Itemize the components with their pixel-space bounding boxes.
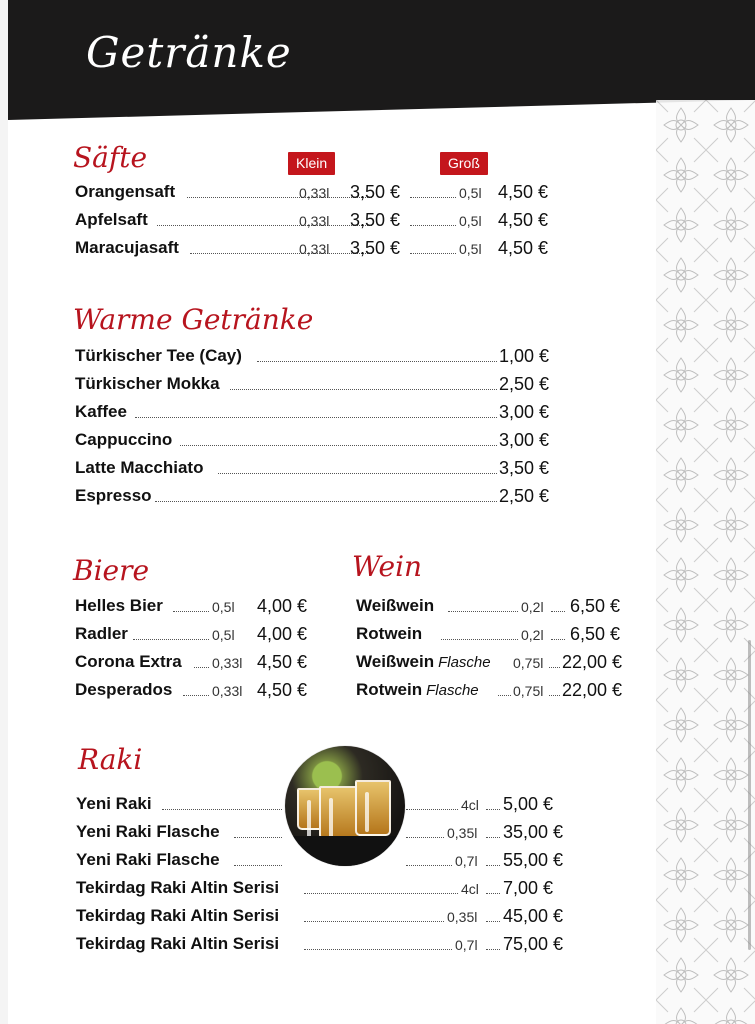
size-large-badge: Groß [440, 152, 488, 175]
warm-drink-name: Türkischer Tee (Cay) [75, 346, 242, 365]
raki-price: 55,00 € [503, 850, 564, 870]
wine-price: 6,50 € [570, 624, 621, 644]
warm-drinks-title: Warme Getränke [73, 303, 314, 336]
raki-item [76, 932, 576, 956]
beer-item [75, 650, 325, 674]
beer-volume: 0,5l [212, 599, 235, 615]
leader-dots [486, 837, 500, 838]
wine-volume: 0,2l [521, 627, 544, 643]
leader-dots [234, 837, 282, 838]
beer-name: Radler [75, 624, 128, 643]
raki-item [76, 792, 576, 816]
raki-volume: 4cl [461, 797, 479, 813]
warm-drink-item [75, 456, 565, 480]
leader-dots [441, 639, 518, 640]
floral-pattern-decoration [656, 100, 755, 1024]
warm-drink-price: 3,50 € [499, 458, 550, 478]
leader-dots [498, 695, 511, 696]
beer-name: Corona Extra [75, 652, 182, 671]
beer-volume: 0,5l [212, 627, 235, 643]
leader-dots [304, 893, 458, 894]
beer-price: 4,00 € [257, 624, 308, 644]
juice-large-volume: 0,5l [459, 185, 482, 201]
leader-dots [162, 809, 282, 810]
juice-large-price: 4,50 € [498, 210, 549, 230]
raki-volume: 0,7l [455, 853, 478, 869]
juice-large-volume: 0,5l [459, 213, 482, 229]
leader-dots [234, 865, 282, 866]
raki-volume: 0,35l [447, 825, 478, 841]
raki-name: Yeni Raki Flasche [76, 822, 220, 841]
warm-drink-name: Türkischer Mokka [75, 374, 220, 393]
warm-drink-item [75, 428, 565, 452]
leader-dots [486, 921, 500, 922]
beer-name: Desperados [75, 680, 173, 699]
leader-dots [304, 921, 444, 922]
beer-item [75, 678, 325, 702]
raki-item [76, 820, 576, 844]
beer-item [75, 594, 325, 618]
warm-drink-item [75, 400, 565, 424]
raki-price: 7,00 € [503, 878, 554, 898]
raki-name: Tekirdag Raki Altin Serisi [76, 878, 280, 897]
warm-drink-name: Kaffee [75, 402, 127, 421]
raki-title: Raki [78, 743, 143, 776]
raki-price: 5,00 € [503, 794, 554, 814]
wine-title: Wein [352, 550, 423, 583]
juice-large-price: 4,50 € [498, 182, 549, 202]
leader-dots [551, 639, 565, 640]
wine-price: 22,00 € [562, 680, 623, 700]
warm-drink-item [75, 484, 565, 508]
leader-dots [173, 611, 209, 612]
raki-volume: 4cl [461, 881, 479, 897]
wine-name: Rotwein Flasche [356, 680, 479, 699]
leader-dots [406, 837, 444, 838]
wine-item [356, 594, 646, 618]
leader-dots [194, 667, 209, 668]
wine-volume: 0,2l [521, 599, 544, 615]
raki-price: 35,00 € [503, 822, 564, 842]
juice-name: Apfelsaft [75, 210, 148, 229]
warm-drink-price: 3,00 € [499, 430, 550, 450]
beer-title: Biere [73, 554, 150, 587]
scrollbar[interactable] [748, 640, 751, 950]
saefte-title: Säfte [73, 141, 148, 174]
leader-dots [549, 695, 560, 696]
leader-dots [183, 695, 209, 696]
wine-item [356, 650, 646, 674]
juice-large-volume: 0,5l [459, 241, 482, 257]
warm-drink-item [75, 344, 565, 368]
leader-dots [257, 361, 497, 362]
leader-dots [157, 225, 372, 226]
leader-dots [486, 809, 500, 810]
size-small-badge: Klein [288, 152, 335, 175]
raki-name: Tekirdag Raki Altin Serisi [76, 906, 280, 925]
beer-volume: 0,33l [212, 655, 243, 671]
wine-price: 22,00 € [562, 652, 623, 672]
warm-drink-price: 1,00 € [499, 346, 550, 366]
wine-name: Rotwein [356, 624, 423, 643]
leader-dots [486, 949, 500, 950]
raki-name: Yeni Raki Flasche [76, 850, 220, 869]
raki-item [76, 848, 576, 872]
beer-volume: 0,33l [212, 683, 243, 699]
beer-item [75, 622, 325, 646]
warm-drink-price: 3,00 € [499, 402, 550, 422]
wine-item [356, 622, 646, 646]
beer-name: Helles Bier [75, 596, 163, 615]
warm-drink-price: 2,50 € [499, 486, 550, 506]
leader-dots [551, 611, 565, 612]
leader-dots [410, 253, 456, 254]
leader-dots [486, 865, 500, 866]
leader-dots [410, 225, 456, 226]
leader-dots [406, 809, 458, 810]
leader-dots [230, 389, 497, 390]
beer-price: 4,00 € [257, 596, 308, 616]
page-edge [0, 0, 8, 1024]
leader-dots [135, 417, 497, 418]
leader-dots [190, 253, 372, 254]
juice-small-price: 3,50 € [350, 182, 401, 202]
leader-dots [180, 445, 497, 446]
raki-price: 75,00 € [503, 934, 564, 954]
wine-note: Flasche [426, 682, 479, 699]
juice-small-volume: 0,33l [299, 213, 330, 229]
warm-drink-name: Cappuccino [75, 430, 173, 449]
wine-price: 6,50 € [570, 596, 621, 616]
leader-dots [218, 473, 497, 474]
leader-dots [486, 893, 500, 894]
wine-note: Flasche [438, 654, 491, 671]
raki-item [76, 904, 576, 928]
leader-dots [187, 197, 372, 198]
leader-dots [304, 949, 452, 950]
wine-name: Weißwein [356, 596, 435, 615]
warm-drink-price: 2,50 € [499, 374, 550, 394]
raki-volume: 0,35l [447, 909, 478, 925]
raki-volume: 0,7l [455, 937, 478, 953]
leader-dots [406, 865, 452, 866]
juice-small-price: 3,50 € [350, 238, 401, 258]
page-title: Getränke [86, 28, 292, 77]
leader-dots [133, 639, 209, 640]
raki-price: 45,00 € [503, 906, 564, 926]
juice-item [75, 180, 565, 204]
leader-dots [448, 611, 518, 612]
juice-small-price: 3,50 € [350, 210, 401, 230]
leader-dots [410, 197, 456, 198]
beer-price: 4,50 € [257, 652, 308, 672]
raki-name: Tekirdag Raki Altin Serisi [76, 934, 280, 953]
warm-drink-name: Espresso [75, 486, 152, 505]
juice-large-price: 4,50 € [498, 238, 549, 258]
juice-name: Maracujasaft [75, 238, 179, 257]
juice-item [75, 208, 565, 232]
raki-name: Yeni Raki [76, 794, 152, 813]
beer-price: 4,50 € [257, 680, 308, 700]
warm-drink-item [75, 372, 565, 396]
juice-name: Orangensaft [75, 182, 176, 201]
leader-dots [155, 501, 497, 502]
warm-drink-name: Latte Macchiato [75, 458, 204, 477]
wine-item [356, 678, 646, 702]
raki-item [76, 876, 576, 900]
wine-volume: 0,75l [513, 655, 544, 671]
wine-name: Weißwein Flasche [356, 652, 491, 671]
wine-volume: 0,75l [513, 683, 544, 699]
leader-dots [549, 667, 560, 668]
juice-small-volume: 0,33l [299, 241, 330, 257]
juice-small-volume: 0,33l [299, 185, 330, 201]
juice-item [75, 236, 565, 260]
